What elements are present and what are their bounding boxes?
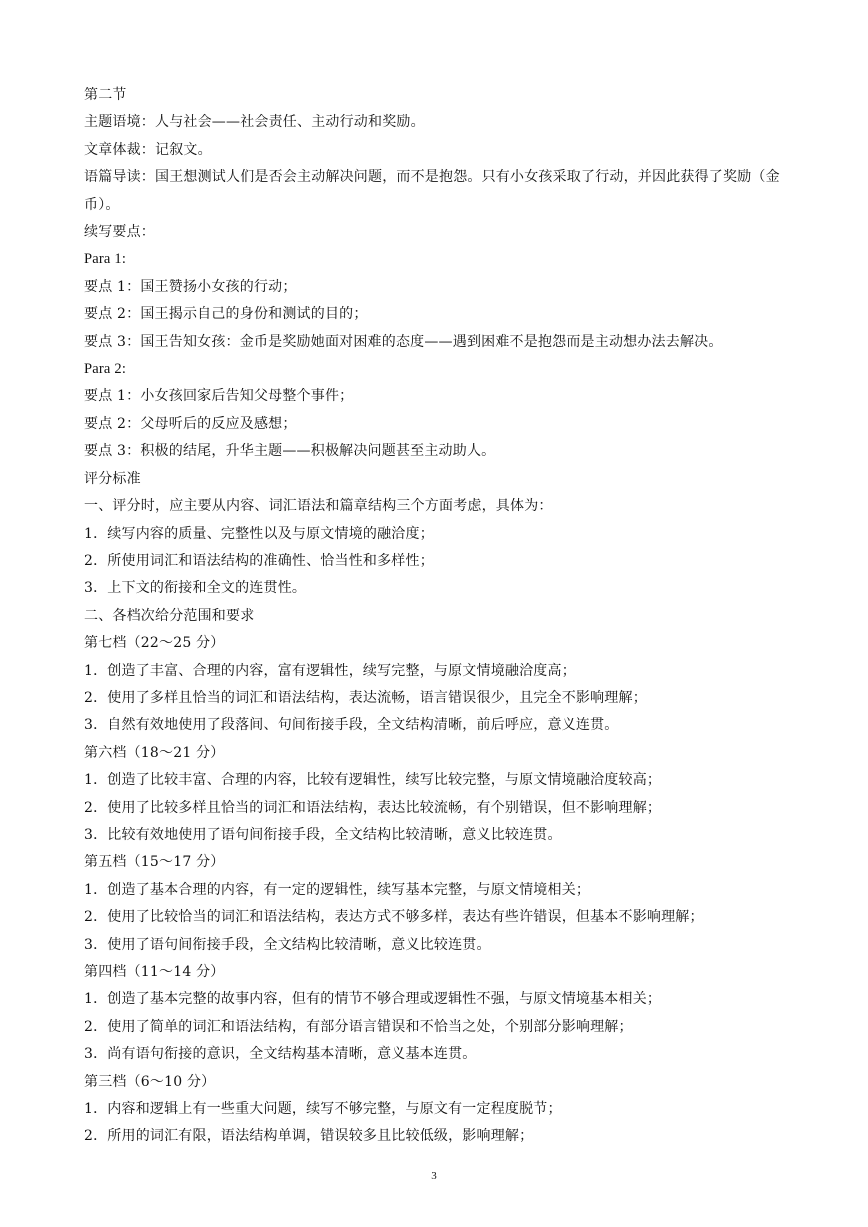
para1-point-1: 要点 1：国王赞扬小女孩的行动； <box>84 278 297 295</box>
scoring-section-1: 一、评分时，应主要从内容、词汇语法和篇章结构三个方面考虑，具体为： <box>84 498 553 515</box>
para2-point-2: 要点 2：父母听后的反应及感想； <box>84 415 297 432</box>
scoring-criteria-heading: 评分标准 <box>84 470 141 487</box>
grade-3-item-2: 2．所用的词汇有限，语法结构单调，错误较多且比较低级，影响理解； <box>84 1128 534 1145</box>
theme-context-line: 主题语境：人与社会——社会责任、主动行动和奖励。 <box>84 114 425 131</box>
grade-7-item-2: 2．使用了多样且恰当的词汇和语法结构，表达流畅，语言错误很少，且完全不影响理解； <box>84 689 647 706</box>
grade-5-item-3: 3．使用了语句间衔接手段，全文结构比较清晰，意义比较连贯。 <box>84 936 491 953</box>
grade-6-item-3: 3．比较有效地使用了语句间衔接手段，全文结构比较清晰，意义比较连贯。 <box>84 826 562 843</box>
grade-4-item-2: 2．使用了简单的词汇和语法结构，有部分语言错误和不恰当之处，个别部分影响理解； <box>84 1018 633 1035</box>
para1-label: Para 1: <box>84 251 127 268</box>
para1-point-2: 要点 2：国王揭示自己的身份和测试的目的； <box>84 306 368 323</box>
reading-guide-paragraph: 语篇导读：国王想测试人们是否会主动解决问题，而不是抱怨。只有小女孩采取了行动，并因此获得了奖励（金币）。 <box>84 169 780 213</box>
grade-7-item-3: 3．自然有效地使用了段落间、句间衔接手段，全文结构清晰，前后呼应，意义连贯。 <box>84 717 619 734</box>
grade-6-item-1: 1．创造了比较丰富、合理的内容，比较有逻辑性，续写比较完整，与原文情境融洽度较高； <box>84 772 662 789</box>
grade-6-heading: 第六档（18～21 分） <box>84 744 225 761</box>
grade-4-heading: 第四档（11～14 分） <box>84 964 225 980</box>
section-heading: 第二节 <box>84 87 127 103</box>
grade-5-item-2: 2．使用了比较恰当的词汇和语法结构，表达方式不够多样，表达有些许错误，但基本不影响理解； <box>84 909 704 926</box>
scoring-item-1: 1．续写内容的质量、完整性以及与原文情境的融洽度； <box>84 525 434 542</box>
continuation-points-heading: 续写要点： <box>84 224 155 241</box>
grade-4-item-3: 3．尚有语句衔接的意识，全文结构基本清晰，意义基本连贯。 <box>84 1046 477 1063</box>
para1-point-3: 要点 3：国王告知女孩：金币是奖励她面对困难的态度——遇到困难不是抱怨而是主动想办法去解决。 <box>84 333 723 350</box>
grade-6-item-2: 2．使用了比较多样且恰当的词汇和语法结构，表达比较流畅，有个别错误，但不影响理解； <box>84 799 662 816</box>
grade-5-heading: 第五档（15～17 分） <box>84 854 225 871</box>
para2-label: Para 2: <box>84 361 127 378</box>
para2-point-3: 要点 3：积极的结尾，升华主题——积极解决问题甚至主动助人。 <box>84 443 496 460</box>
grade-7-heading: 第七档（22～25 分） <box>84 635 225 652</box>
para2-point-1: 要点 1：小女孩回家后告知父母整个事件； <box>84 388 354 405</box>
genre-line: 文章体裁：记叙文。 <box>84 141 212 158</box>
document-body <box>84 82 800 1151</box>
scoring-section-2: 二、各档次给分范围和要求 <box>84 607 255 624</box>
scoring-item-3: 3．上下文的衔接和全文的连贯性。 <box>84 580 307 597</box>
scoring-item-2: 2．所使用词汇和语法结构的准确性、恰当性和多样性； <box>84 552 434 569</box>
grade-5-item-1: 1．创造了基本合理的内容，有一定的逻辑性，续写基本完整，与原文情境相关； <box>84 881 591 898</box>
grade-3-heading: 第三档（6～10 分） <box>84 1073 216 1090</box>
grade-3-item-1: 1．内容和逻辑上有一些重大问题，续写不够完整，与原文有一定程度脱节； <box>84 1101 562 1118</box>
grade-7-item-1: 1．创造了丰富、合理的内容，富有逻辑性，续写完整，与原文情境融洽度高； <box>84 662 576 679</box>
page-number: 3 <box>431 1170 437 1182</box>
grade-4-item-1: 1．创造了基本完整的故事内容，但有的情节不够合理或逻辑性不强，与原文情境基本相关； <box>84 991 662 1008</box>
